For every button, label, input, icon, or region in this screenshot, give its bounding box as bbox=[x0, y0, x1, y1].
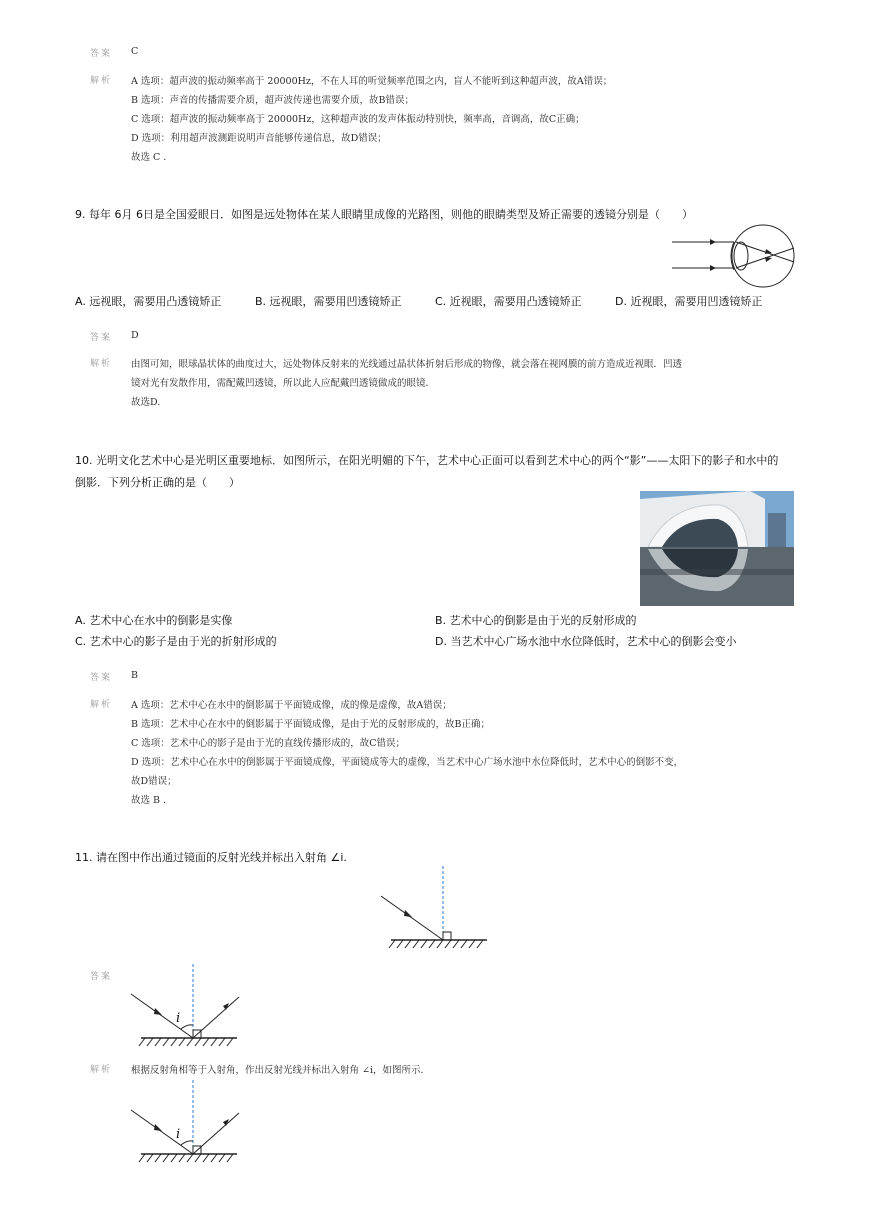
answer-label: 答案 bbox=[90, 673, 113, 683]
analysis-line: 根据反射角相等于入射角，作出反射光线并标出入射角 ∠i，如图所示. bbox=[131, 1065, 424, 1076]
option-c[interactable]: C. 近视眼，需要用凸透镜矫正 bbox=[435, 295, 582, 308]
option-b[interactable]: B. 艺术中心的倒影是由于光的反射形成的 bbox=[435, 614, 637, 627]
option-a[interactable]: A. 艺术中心在水中的倒影是实像 bbox=[75, 614, 233, 627]
answer-value: B bbox=[131, 670, 138, 681]
analysis-line: C 选项：超声波的振动频率高于 20000Hz，这种超声波的发声体振动特别快，频率高，音调高，故C正确； bbox=[131, 114, 585, 125]
analysis-line: A 选项：艺术中心在水中的倒影属于平面镜成像，成的像是虚像，故A错误； bbox=[131, 700, 452, 711]
analysis-line: 故选 B . bbox=[131, 795, 167, 806]
option-d[interactable]: D. 近视眼，需要用凹透镜矫正 bbox=[615, 295, 763, 308]
analysis-line: 故D错误； bbox=[131, 776, 177, 787]
analysis-label: 解析 bbox=[90, 1065, 113, 1075]
analysis-reflection-diagram bbox=[125, 1078, 245, 1168]
analysis-line: D 选项：利用超声波测距说明声音能够传递信息，故D错误； bbox=[131, 133, 387, 144]
analysis-label: 解析 bbox=[90, 76, 113, 86]
question-stem: 10. 光明文化艺术中心是光明区重要地标．如图所示，在阳光明媚的下午，艺术中心正面可以看到艺术中心的两个“影”——太阳下的影子和水中的 bbox=[75, 454, 779, 467]
answer-value: D bbox=[131, 330, 139, 341]
analysis-line: D 选项：艺术中心在水中的倒影属于平面镜成像，平面镜成等大的虚像，当艺术中心广场水池中水位降低时，艺术中心的倒影不变， bbox=[131, 757, 684, 768]
analysis-line: A 选项：超声波的振动频率高于 20000Hz，不在人耳的听觉频率范围之内，盲人不能听到这种超声波，故A错误； bbox=[131, 76, 613, 87]
option-a[interactable]: A. 远视眼，需要用凸透镜矫正 bbox=[75, 295, 222, 308]
option-c[interactable]: C. 艺术中心的影子是由于光的折射形成的 bbox=[75, 635, 277, 648]
answer-label: 答案 bbox=[90, 49, 113, 59]
answer-reflection-diagram bbox=[125, 962, 245, 1052]
angle-label: i bbox=[176, 1011, 181, 1026]
analysis-line: C 选项：艺术中心的影子是由于光的直线传播形成的，故C错误； bbox=[131, 738, 406, 749]
answer-label: 答案 bbox=[90, 972, 113, 982]
analysis-line: 由图可知，眼球晶状体的曲度过大，远处物体反射来的光线通过晶状体折射后形成的物像，就会落在视网膜的前方造成近视眼．凹透 bbox=[131, 359, 683, 370]
question-stem-line2: 倒影．下列分析正确的是（ ） bbox=[75, 476, 240, 489]
mirror-incident-ray-diagram bbox=[375, 862, 495, 954]
analysis-line: 镜对光有发散作用，需配戴凹透镜，所以此人应配戴凹透镜做成的眼镜． bbox=[131, 378, 436, 389]
analysis-label: 解析 bbox=[90, 700, 113, 710]
question-stem: 11. 请在图中作出通过镜面的反射光线并标出入射角 ∠i. bbox=[75, 851, 347, 864]
question-stem: 9. 每年 6月 6日是全国爱眼日．如图是远处物体在某人眼睛里成像的光路图，则他的眼睛类型及矫正需要的透镜分别是（ ） bbox=[75, 208, 693, 221]
analysis-line: 故选 C . bbox=[131, 152, 167, 163]
analysis-line: 故选D. bbox=[131, 397, 161, 408]
analysis-line: B 选项：艺术中心在水中的倒影属于平面镜成像，是由于光的反射形成的，故B正确； bbox=[131, 719, 490, 730]
analysis-line: B 选项：声音的传播需要介质，超声波传递也需要介质，故B错误； bbox=[131, 95, 414, 106]
art-center-photo bbox=[640, 491, 794, 606]
analysis-label: 解析 bbox=[90, 359, 113, 369]
option-d[interactable]: D. 当艺术中心广场水池中水位降低时，艺术中心的倒影会变小 bbox=[435, 635, 737, 648]
angle-label: i bbox=[176, 1127, 181, 1142]
option-b[interactable]: B. 远视眼，需要用凹透镜矫正 bbox=[255, 295, 402, 308]
eye-light-path-diagram bbox=[670, 222, 800, 292]
answer-value: C bbox=[131, 46, 139, 57]
answer-label: 答案 bbox=[90, 333, 113, 343]
